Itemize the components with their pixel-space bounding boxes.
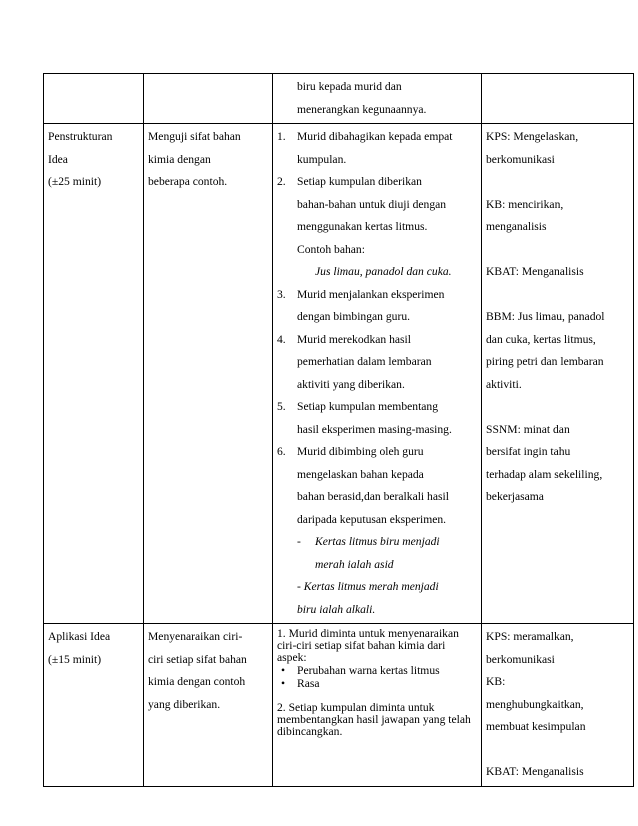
text-line: beberapa contoh. [148, 175, 228, 188]
phase-label: Idea [48, 152, 68, 166]
content-cell [144, 74, 273, 124]
note-line: berkomunikasi [486, 652, 555, 666]
step-number: 1. [277, 130, 286, 143]
step-text: menggunakan kertas litmus. [297, 220, 428, 233]
note-line: membuat kesimpulan [486, 720, 586, 733]
dash-marker: - [297, 535, 301, 548]
step-number: 4. [277, 332, 286, 346]
step-text: Contoh bahan: [297, 242, 365, 256]
step-text: aktiviti yang diberikan. [297, 377, 405, 391]
step-text: dengan bimbingan guru. [297, 310, 411, 323]
step-text: Murid dibahagikan kepada empat [297, 130, 453, 143]
lesson-plan-table [43, 73, 634, 787]
note-line: bekerjasama [486, 490, 544, 503]
step-text: Setiap kumpulan diberikan [297, 175, 422, 188]
note-line: KB: mencirikan, [486, 197, 564, 211]
text-line: Menguji sifat bahan [148, 130, 241, 143]
note-line: piring petri dan lembaran [486, 355, 604, 368]
phase-cell [44, 74, 144, 124]
step-text: hasil eksperimen masing-masing. [297, 422, 452, 436]
step-text: daripada keputusan eksperimen. [297, 512, 447, 526]
phase-duration: (±15 minit) [48, 652, 102, 666]
conclusion-text: Kertas litmus biru menjadi [315, 535, 440, 548]
note-line: BBM: Jus limau, panadol [486, 310, 605, 323]
notes-cell [482, 624, 634, 787]
text-line: kimia dengan contoh [148, 675, 246, 688]
phase-cell [44, 124, 144, 624]
note-line: menganalisis [486, 220, 547, 233]
note-line: terhadap alam sekeliling, [486, 467, 603, 481]
phase-duration: (±25 minit) [48, 175, 102, 188]
table-row [44, 124, 634, 624]
table-row [44, 74, 634, 124]
phase-label: Aplikasi Idea [48, 630, 111, 643]
note-line: aktiviti. [486, 377, 522, 391]
activity-cell [273, 124, 482, 624]
note-line: menghubungkaitkan, [486, 697, 584, 711]
step-number: 6. [277, 445, 286, 458]
content-cell [144, 624, 273, 787]
content-cell [144, 124, 273, 624]
note-line: KPS: meramalkan, [486, 630, 574, 643]
note-line: KPS: Mengelaskan, [486, 130, 579, 143]
step-text: Murid merekodkan hasil [297, 332, 411, 346]
note-line: SSNM: minat dan [486, 422, 570, 436]
note-line: KBAT: Menganalisis [486, 765, 584, 778]
step-number: 5. [277, 400, 286, 413]
conclusion-text: merah ialah asid [315, 557, 394, 571]
table-row [44, 624, 634, 787]
activity-cell [273, 624, 482, 787]
step-text: bahan-bahan untuk diuji dengan [297, 197, 447, 211]
step-number: 2. [277, 175, 286, 188]
activity-cell [273, 74, 482, 124]
step-number: 3. [277, 287, 286, 301]
phase-cell [44, 624, 144, 787]
note-line: bersifat ingin tahu [486, 445, 571, 458]
step-text: pemerhatian dalam lembaran [297, 355, 432, 368]
conclusion-text: - Kertas litmus merah menjadi [297, 580, 439, 593]
notes-cell [482, 74, 634, 124]
note-line: KBAT: Menganalisis [486, 265, 584, 278]
text-line: yang diberikan. [148, 697, 221, 711]
step-text: Setiap kumpulan membentang [297, 400, 439, 413]
phase-label: Penstrukturan [48, 130, 113, 143]
conclusion-text: biru ialah alkali. [297, 602, 376, 616]
step-text: Murid menjalankan eksperimen [297, 287, 445, 301]
step-text: Murid dibimbing oleh guru [297, 445, 424, 458]
text-line: biru kepada murid dan [297, 80, 402, 93]
step-text: 1. Murid diminta untuk menyenaraikan ciri-ciri setiap sifat bahan kimia dari aspek: [277, 627, 459, 664]
note-line: berkomunikasi [486, 152, 555, 166]
text-line: kimia dengan [148, 152, 211, 166]
note-line: dan cuka, kertas litmus, [486, 332, 596, 346]
step-text: mengelaskan bahan kepada [297, 467, 424, 481]
step-text: bahan berasid,dan beralkali hasil [297, 490, 449, 503]
step-text: 2. Setiap kumpulan diminta untuk membentangkan hasil jawapan yang telah dibincangkan. [277, 701, 471, 738]
list-item: • Rasa [299, 677, 477, 690]
example-materials: Jus limau, panadol dan cuka. [315, 265, 452, 278]
list-item: • Perubahan warna kertas litmus [299, 664, 477, 677]
notes-cell [482, 124, 634, 624]
text-line: ciri setiap sifat bahan [148, 652, 247, 666]
step-text: kumpulan. [297, 152, 347, 166]
note-line: KB: [486, 675, 506, 688]
aspect-list [277, 664, 477, 690]
text-line: menerangkan kegunaannya. [297, 102, 427, 116]
text-line: Menyenaraikan ciri- [148, 630, 243, 643]
